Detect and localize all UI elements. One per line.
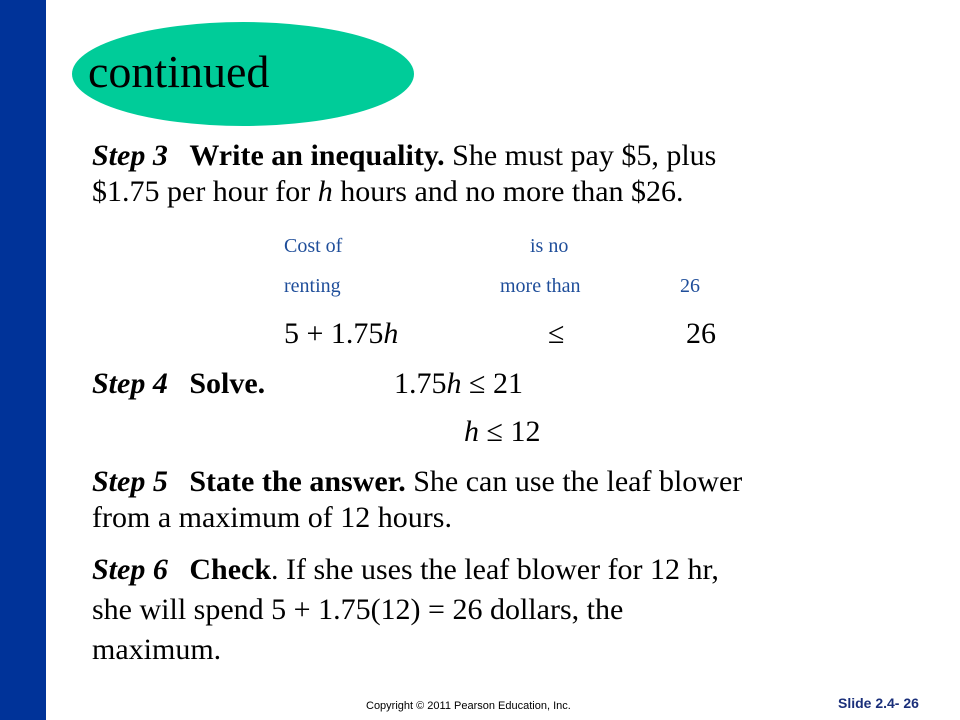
step4-line2b: ≤ 12 bbox=[479, 415, 541, 448]
step5-label: Step 5 bbox=[92, 465, 168, 498]
step6-line3: maximum. bbox=[92, 633, 222, 666]
step3-line2 bbox=[92, 174, 684, 210]
step4-solve-line2 bbox=[464, 414, 540, 450]
step4-solve-line1 bbox=[394, 366, 523, 402]
step6-text1: . If she uses the leaf blower for 12 hr, bbox=[271, 553, 719, 586]
label-value: 26 bbox=[680, 275, 700, 297]
label-cost-of: Cost of bbox=[284, 235, 343, 257]
step6-line1 bbox=[92, 552, 719, 588]
step3-var: h bbox=[317, 175, 333, 208]
step3-text2a: $1.75 per hour for bbox=[92, 175, 318, 208]
step4-line1-var: h bbox=[446, 367, 462, 400]
inequality-right: 26 bbox=[686, 317, 716, 350]
inequality-symbol: ≤ bbox=[548, 317, 565, 350]
inequality-var: h bbox=[383, 317, 399, 350]
left-sidebar-bar bbox=[0, 0, 46, 720]
step6-heading: Check bbox=[189, 553, 272, 586]
step4-heading: Solve. bbox=[189, 367, 266, 400]
step5-line1 bbox=[92, 464, 742, 500]
step5-text1: She can use the leaf blower bbox=[405, 465, 743, 498]
label-renting: renting bbox=[284, 275, 341, 297]
step3-heading: Write an inequality. bbox=[189, 139, 445, 172]
inequality-left-expr: 5 + 1.75 bbox=[284, 317, 384, 350]
step3-text1: She must pay $5, plus bbox=[444, 139, 717, 172]
label-is-no: is no bbox=[530, 235, 569, 257]
copyright-text: Copyright © 2011 Pearson Education, Inc. bbox=[366, 700, 571, 712]
step4-line1a: 1.75 bbox=[394, 367, 447, 400]
step4-line1b: ≤ 21 bbox=[461, 367, 523, 400]
slide-title: continued bbox=[88, 46, 270, 97]
step3-line1 bbox=[92, 138, 716, 174]
step5-line2: from a maximum of 12 hours. bbox=[92, 501, 452, 534]
step4-label: Step 4 bbox=[92, 367, 168, 400]
step5-heading: State the answer. bbox=[189, 465, 406, 498]
step6-line2: she will spend 5 + 1.75(12) = 26 dollars, the bbox=[92, 593, 624, 626]
slide-number: Slide 2.4- 26 bbox=[838, 695, 919, 711]
step4-line2-var: h bbox=[464, 415, 479, 448]
step6-label: Step 6 bbox=[92, 553, 168, 586]
inequality-left bbox=[284, 316, 398, 352]
step4-line bbox=[92, 366, 265, 402]
step3-label: Step 3 bbox=[92, 139, 168, 172]
label-more-than: more than bbox=[500, 275, 581, 297]
step3-text2b: hours and no more than $26. bbox=[332, 175, 684, 208]
